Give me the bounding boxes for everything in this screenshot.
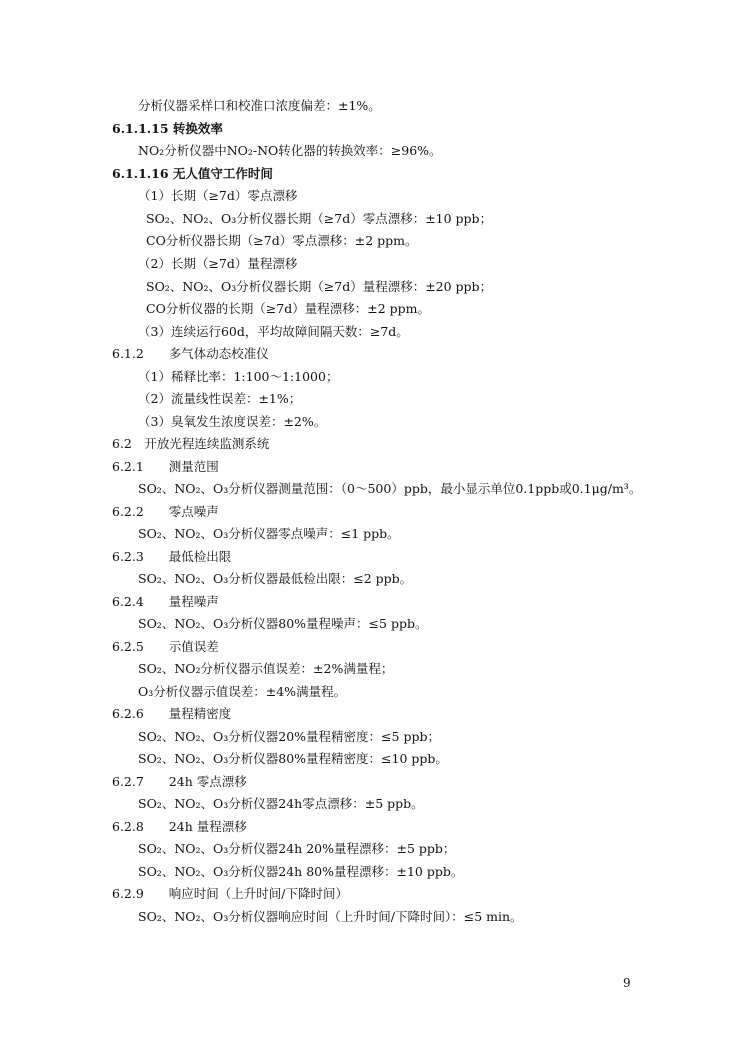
heading-6-2-7: 6.2.7 24h 零点漂移 xyxy=(112,774,247,789)
text-line-24h-span-drift-20: SO₂、NO₂、O₃分析仪器24h 20%量程漂移：±5 ppb； xyxy=(138,841,456,856)
heading-6-1-1-16: 6.1.1.16 无人值守工作时间 xyxy=(112,166,273,181)
list-item-long-term-zero-drift: （1）长期（≥7d）零点漂移 xyxy=(138,188,298,203)
heading-6-2-2: 6.2.2 零点噪声 xyxy=(112,504,219,519)
text-line-span-drift-so2-no2-o3: SO₂、NO₂、O₃分析仪器长期（≥7d）量程漂移：±20 ppb； xyxy=(146,279,493,294)
text-line-24h-span-drift-80: SO₂、NO₂、O₃分析仪器24h 80%量程漂移：±10 ppb。 xyxy=(138,864,464,879)
text-line-precision-80: SO₂、NO₂、O₃分析仪器80%量程精密度：≤10 ppb。 xyxy=(138,751,448,766)
text-line-zero-drift-so2-no2-o3: SO₂、NO₂、O₃分析仪器长期（≥7d）零点漂移：±10 ppb； xyxy=(146,211,493,226)
text-line-detection-limit: SO₂、NO₂、O₃分析仪器最低检出限：≤2 ppb。 xyxy=(138,571,413,586)
heading-6-2-4: 6.2.4 量程噪声 xyxy=(112,594,219,609)
heading-6-2-5: 6.2.5 示值误差 xyxy=(112,639,219,654)
text-line-conversion-efficiency: NO₂分析仪器中NO₂-NO转化器的转换效率：≥96%。 xyxy=(138,143,442,158)
text-line-zero-noise: SO₂、NO₂、O₃分析仪器零点噪声：≤1 ppb。 xyxy=(138,526,400,541)
text-line-span-noise: SO₂、NO₂、O₃分析仪器80%量程噪声：≤5 ppb。 xyxy=(138,616,428,631)
text-line-precision-20: SO₂、NO₂、O₃分析仪器20%量程精密度：≤5 ppb； xyxy=(138,729,440,744)
heading-6-1-1-15: 6.1.1.15 转换效率 xyxy=(112,121,223,136)
text-line-indication-error-so2-no2: SO₂、NO₂分析仪器示值误差：±2%满量程； xyxy=(138,661,394,676)
text-line-response-time: SO₂、NO₂、O₃分析仪器响应时间（上升时间/下降时间）：≤5 min。 xyxy=(138,909,523,924)
heading-6-2-8: 6.2.8 24h 量程漂移 xyxy=(112,819,247,834)
list-item-ozone-error: （3）臭氧发生浓度误差：±2%。 xyxy=(138,414,327,429)
text-line-zero-drift-co: CO分析仪器长期（≥7d）零点漂移：±2 ppm。 xyxy=(146,233,418,248)
heading-6-2-1: 6.2.1 测量范围 xyxy=(112,459,219,474)
text-line-sampling-deviation: 分析仪器采样口和校准口浓度偏差：±1%。 xyxy=(138,98,381,113)
page-number: 9 xyxy=(623,976,631,990)
heading-6-1-2: 6.1.2 多气体动态校准仪 xyxy=(112,346,269,361)
heading-6-2-3: 6.2.3 最低检出限 xyxy=(112,549,232,564)
text-line-indication-error-o3: O₃分析仪器示值误差：±4%满量程。 xyxy=(138,684,347,699)
heading-6-2-6: 6.2.6 量程精密度 xyxy=(112,706,232,721)
list-item-long-term-span-drift: （2）长期（≥7d）量程漂移 xyxy=(138,256,298,271)
text-line-span-drift-co: CO分析仪器的长期（≥7d）量程漂移：±2 ppm。 xyxy=(146,301,430,316)
list-item-mtbf: （3）连续运行60d，平均故障间隔天数：≥7d。 xyxy=(138,324,409,339)
text-line-24h-zero-drift: SO₂、NO₂、O₃分析仪器24h零点漂移：±5 ppb。 xyxy=(138,796,424,811)
text-line-measurement-range: SO₂、NO₂、O₃分析仪器测量范围：（0～500）ppb，最小显示单位0.1ppb或0.1μg/m³。 xyxy=(138,481,642,496)
heading-6-2-9: 6.2.9 响应时间（上升时间/下降时间） xyxy=(112,886,349,901)
list-item-dilution-ratio: （1）稀释比率：1:100～1:1000； xyxy=(138,369,339,384)
list-item-flow-linearity: （2）流量线性误差：±1%； xyxy=(138,391,302,406)
heading-6-2: 6.2 开放光程连续监测系统 xyxy=(112,436,270,451)
